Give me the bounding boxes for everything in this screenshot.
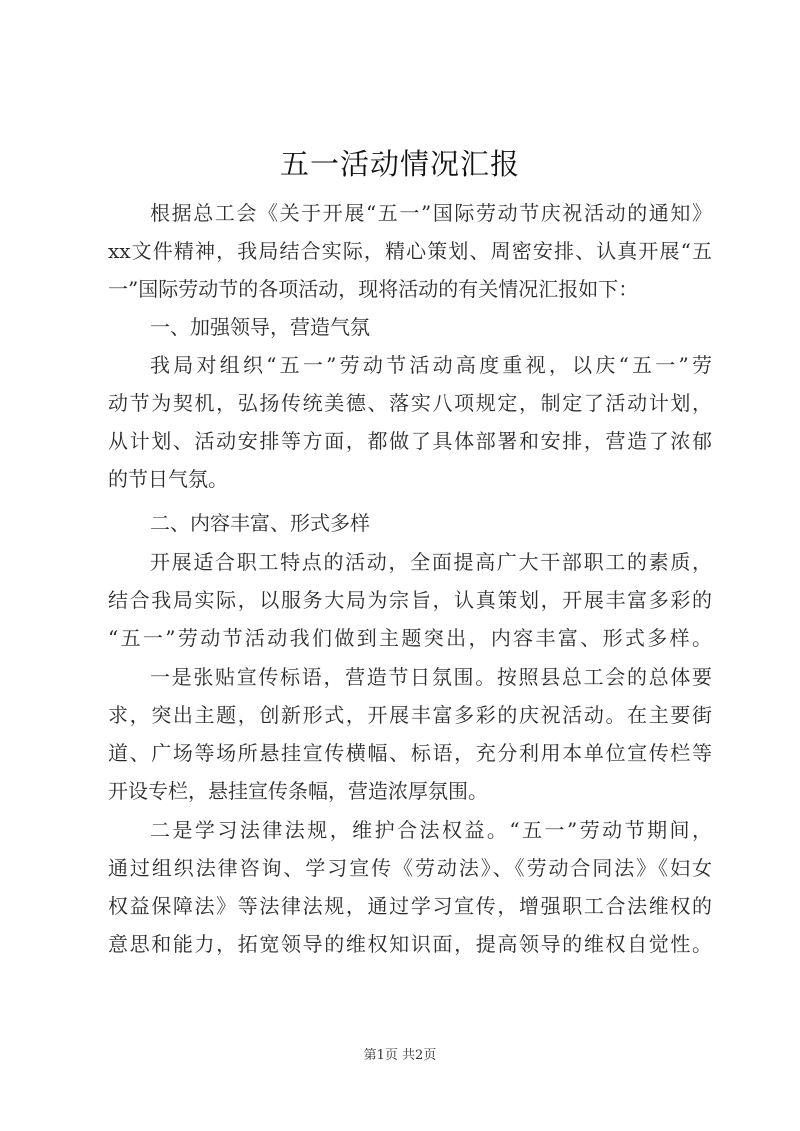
page-footer: 第1页 共2页 (363, 1048, 437, 1063)
paragraph-line: 意思和能力，拓宽领导的维权知识面，提高领导的维权自觉性。 (108, 932, 712, 956)
paragraph-line: 一是张贴宣传标语，营造节日氛围。按照县总工会的总体要 (150, 665, 712, 689)
paragraph-line: 求，突出主题，创新形式，开展丰富多彩的庆祝活动。在主要街 (108, 703, 712, 727)
page-title: 五一活动情况汇报 (279, 147, 520, 181)
paragraph-line: 开设专栏，悬挂宣传条幅，营造浓厚氛围。 (108, 779, 488, 803)
paragraph-line: “五一”劳动节活动我们做到主题突出，内容丰富、形式多样。 (108, 626, 712, 650)
paragraph-line: 结合我局实际，以服务大局为宗旨，认真策划，开展丰富多彩的 (108, 588, 712, 612)
section-heading: 一、加强领导，营造气氛 (150, 315, 370, 339)
paragraph-line: 二是学习法律法规，维护合法权益。“五一”劳动节期间， (150, 818, 712, 842)
paragraph-line: 根据总工会《关于开展“五一”国际劳动节庆祝活动的通知》 (150, 201, 712, 225)
paragraph-line: 开展适合职工特点的活动，全面提高广大干部职工的素质， (150, 550, 712, 574)
paragraph-line: 动节为契机，弘扬传统美德、落实八项规定，制定了活动计划， (108, 391, 712, 415)
section-heading: 二、内容丰富、形式多样 (150, 511, 370, 535)
paragraph-line: xx文件精神，我局结合实际，精心策划、周密安排、认真开展“五 (108, 239, 712, 263)
paragraph-line: 从计划、活动安排等方面，都做了具体部署和安排，营造了浓郁 (108, 429, 712, 453)
paragraph-line: 通过组织法律咨询、学习宣传《劳动法》、《劳动合同法》《妇女 (108, 856, 712, 880)
paragraph-line: 一”国际劳动节的各项活动，现将活动的有关情况汇报如下： (108, 277, 639, 301)
paragraph-line: 的节日气氛。 (108, 467, 228, 491)
paragraph-line: 道、广场等场所悬挂宣传横幅、标语，充分利用本单位宣传栏等 (108, 741, 712, 765)
paragraph-line: 权益保障法》等法律法规，通过学习宣传，增强职工合法维权的 (108, 894, 712, 918)
paragraph-line: 我局对组织“五一”劳动节活动高度重视，以庆“五一”劳 (150, 353, 712, 377)
